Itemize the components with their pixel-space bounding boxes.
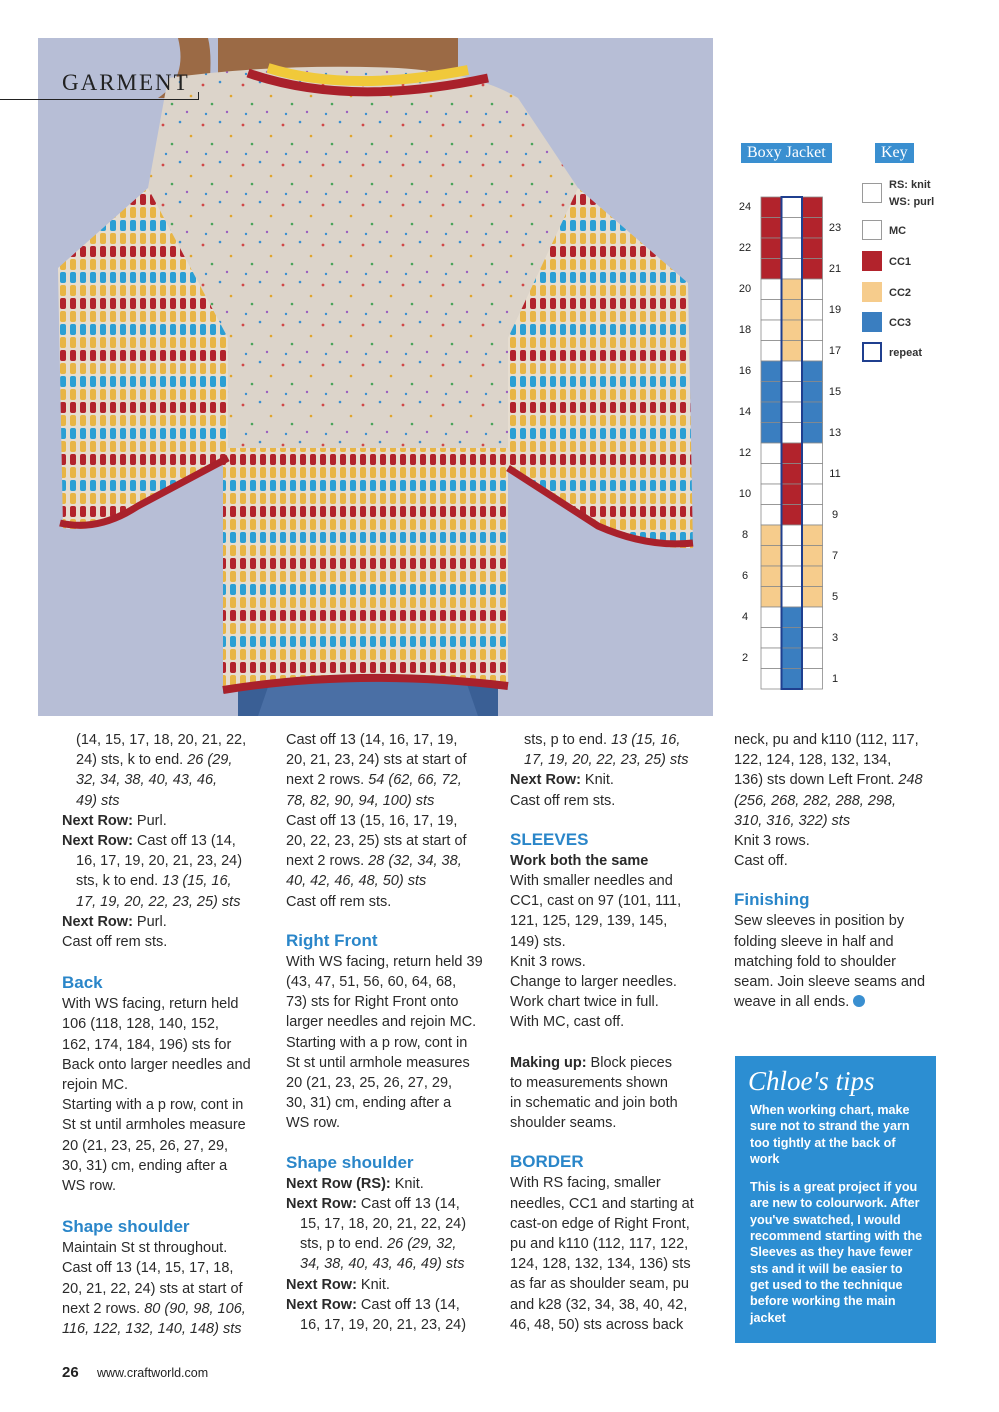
- key-label-cc2: CC2: [889, 287, 912, 299]
- chart-cell: [802, 279, 823, 300]
- text-line: weave in all ends.: [734, 994, 850, 1011]
- text-line: St st until armhole measures: [286, 1054, 470, 1071]
- text-line: With RS facing, smaller: [510, 1175, 661, 1192]
- stitch-count: 26 (29, 32,: [387, 1236, 457, 1253]
- chart-row-number: 7: [831, 550, 839, 562]
- text-line: Cast off rem sts.: [510, 792, 616, 809]
- text-line: Starting with a p row, cont in: [62, 1097, 244, 1114]
- row-label: Next Row:: [62, 812, 133, 829]
- stitch-count: (256, 268, 282, 288, 298,: [734, 792, 897, 809]
- text-line: Knit 3 rows.: [510, 953, 586, 970]
- text-line: 24) sts, k to end.: [76, 752, 184, 769]
- chart-cell: [761, 525, 782, 546]
- chart-cell: [761, 300, 782, 321]
- making-up-label: Making up:: [510, 1054, 587, 1071]
- text-line: Starting with a p row, cont in: [286, 1034, 468, 1051]
- chart-row-number: 1: [831, 673, 839, 685]
- text-line: pu and k110 (112, 117, 122,: [510, 1236, 689, 1253]
- chart-cell: [782, 320, 803, 341]
- chart-cell: [782, 402, 803, 423]
- text-line: Block pieces: [586, 1054, 672, 1071]
- chart-cell: [802, 566, 823, 587]
- text-line: to measurements shown: [510, 1074, 668, 1091]
- text-line: With smaller needles and: [510, 873, 673, 890]
- chart-cell: [761, 218, 782, 239]
- section-rule-tick: [198, 92, 199, 100]
- text-line: cast-on edge of Right Front,: [510, 1215, 690, 1232]
- text-line: Cast off 13 (14, 15, 17, 18,: [62, 1260, 234, 1277]
- stitch-count: 34, 38, 40, 43, 46, 49) sts: [300, 1256, 465, 1273]
- heading-finishing: Finishing: [734, 890, 810, 910]
- text-line: WS row.: [62, 1178, 116, 1195]
- text-line: 20, 22, 23, 25) sts at start of: [286, 833, 467, 850]
- text-line: Work chart twice in full.: [510, 994, 659, 1011]
- stitch-count: 310, 316, 322) sts: [734, 812, 851, 829]
- text-line: 136) sts down Left Front.: [734, 772, 895, 789]
- chart-cell: [761, 341, 782, 362]
- text-line: 20, 21, 22, 24) sts at start of: [62, 1280, 243, 1297]
- text-line: Maintain St st throughout.: [62, 1240, 228, 1257]
- text-column-2: [286, 730, 498, 1335]
- chart-cell: [761, 423, 782, 444]
- colour-chart-grid: [760, 196, 824, 690]
- text-line: Knit.: [356, 1276, 390, 1293]
- text-line: in schematic and join both: [510, 1095, 678, 1112]
- chart-cell: [782, 505, 803, 526]
- chart-row-number: 11: [829, 468, 841, 480]
- knitted-jacket-illustration: [38, 38, 713, 716]
- chart-cell: [761, 546, 782, 567]
- chart-cell: [802, 484, 823, 505]
- chart-cell: [782, 525, 803, 546]
- text-line: 30, 31) cm, ending after a: [62, 1157, 228, 1174]
- chart-cell: [761, 628, 782, 649]
- chart-cell: [782, 259, 803, 280]
- row-label: Next Row (RS):: [286, 1175, 391, 1192]
- chart-cell: [761, 320, 782, 341]
- chart-cell: [782, 341, 803, 362]
- chart-cell: [782, 197, 803, 218]
- text-line: 121, 125, 129, 139, 145,: [510, 913, 668, 930]
- chart-cell: [761, 238, 782, 259]
- chart-cell: [761, 566, 782, 587]
- text-line: (14, 15, 17, 18, 20, 21, 22,: [76, 732, 247, 748]
- text-line: Purl.: [132, 812, 167, 829]
- chart-row-number: 12: [738, 447, 752, 459]
- heading-shape-shoulder: Shape shoulder: [286, 1152, 414, 1172]
- row-label: Next Row:: [62, 833, 133, 850]
- text-line: Back onto larger needles and: [62, 1056, 251, 1073]
- key-swatch-cc1: [862, 251, 882, 271]
- chart-cell: [782, 361, 803, 382]
- text-line: Knit.: [580, 772, 614, 789]
- text-line: With MC, cast off.: [510, 1014, 625, 1031]
- text-line: 16, 17, 19, 20, 21, 23, 24): [300, 1317, 467, 1334]
- chart-cell: [782, 546, 803, 567]
- chart-row-number: 5: [831, 591, 839, 603]
- chart-cell: [761, 197, 782, 218]
- text-line: Cast off 13 (14,: [356, 1195, 460, 1212]
- key-label-repeat: repeat: [889, 347, 923, 359]
- text-line: Purl.: [132, 913, 167, 930]
- chart-cell: [782, 443, 803, 464]
- chart-cell: [761, 464, 782, 485]
- text-line: 106 (118, 128, 140, 152,: [62, 1016, 219, 1033]
- text-line: CC1, cast on 97 (101, 111,: [510, 893, 682, 910]
- chart-cell: [802, 505, 823, 526]
- text-line: sts, k to end.: [76, 873, 159, 890]
- text-line: 122, 124, 128, 132, 134,: [734, 752, 892, 769]
- text-line: Cast off 13 (14,: [132, 833, 236, 850]
- key-swatch-knit-purl: [862, 183, 882, 203]
- chart-row-number: 23: [828, 222, 842, 234]
- chart-cell: [802, 464, 823, 485]
- text-line: WS row.: [286, 1115, 340, 1132]
- text-line: matching fold to shoulder: [734, 953, 897, 970]
- chart-cell: [782, 484, 803, 505]
- chart-cell: [802, 669, 823, 690]
- heading-sleeves: SLEEVES: [510, 829, 589, 849]
- stitch-count: 49) sts: [76, 792, 120, 809]
- stitch-count: 248: [898, 772, 923, 789]
- tip-paragraph: When working chart, make sure not to strand the yarn too tightly at the back of work: [750, 1103, 910, 1166]
- row-label: Next Row:: [62, 913, 133, 930]
- tips-title: Chloe's tips: [748, 1066, 875, 1096]
- key-swatch-mc: [862, 220, 882, 240]
- chart-cell: [761, 361, 782, 382]
- chart-cell: [782, 279, 803, 300]
- key-swatch-cc2: [862, 282, 882, 302]
- page-number: 26: [62, 1364, 79, 1381]
- text-line: and k28 (32, 34, 38, 40, 42,: [510, 1296, 688, 1313]
- chart-cell: [802, 587, 823, 608]
- chart-cell: [802, 341, 823, 362]
- text-line: 149) sts.: [510, 933, 566, 950]
- text-line: With WS facing, return held: [62, 996, 239, 1013]
- text-column-1: [62, 730, 274, 1339]
- key-swatch-cc3: [862, 312, 882, 332]
- chart-row-number: 4: [741, 611, 749, 623]
- text-line: Cast off.: [734, 853, 788, 870]
- text-line: 124, 128, 132, 134, 136) sts: [510, 1256, 691, 1273]
- text-line: Sew sleeves in position by: [734, 913, 905, 930]
- chart-row-number: 14: [738, 406, 752, 418]
- stitch-count: 78, 82, 90, 94, 100) sts: [286, 792, 435, 809]
- chart-cell: [782, 566, 803, 587]
- text-line: Change to larger needles.: [510, 974, 677, 991]
- text-line: 20, 21, 23, 24) sts at start of: [286, 752, 467, 769]
- stitch-count: 17, 19, 20, 22, 23, 25) sts: [524, 752, 689, 769]
- chart-cell: [802, 382, 823, 403]
- chart-cell: [761, 587, 782, 608]
- text-line: (43, 47, 51, 56, 60, 64, 68,: [286, 974, 457, 991]
- text-line: 46, 48, 50) sts across back: [510, 1316, 684, 1333]
- chart-cell: [782, 238, 803, 259]
- chart-cell: [761, 259, 782, 280]
- chart-cell: [802, 320, 823, 341]
- garment-photo: [38, 38, 713, 716]
- heading-back: Back: [62, 973, 103, 993]
- chart-cell: [782, 218, 803, 239]
- chart-row-number: 21: [828, 263, 842, 275]
- stitch-count: 13 (15, 16,: [162, 873, 232, 890]
- text-line: Cast off 13 (15, 16, 17, 19,: [286, 812, 458, 829]
- chart-cell: [782, 464, 803, 485]
- text-line: Cast off 13 (14, 16, 17, 19,: [286, 732, 458, 748]
- chart-row-number: 20: [738, 283, 752, 295]
- chart-cell: [782, 648, 803, 669]
- text-line: shoulder seams.: [510, 1115, 617, 1132]
- chart-row-number: 10: [738, 488, 752, 500]
- text-line: 20 (21, 23, 25, 26, 27, 29,: [286, 1075, 453, 1092]
- chart-cell: [761, 402, 782, 423]
- text-line: sts, p to end.: [524, 732, 608, 748]
- chart-cell: [761, 279, 782, 300]
- key-label-knit: RS: knit: [889, 179, 931, 191]
- chart-row-number: 2: [741, 652, 749, 664]
- stitch-count: 116, 122, 132, 140, 148) sts: [62, 1321, 242, 1338]
- row-label: Next Row:: [286, 1276, 357, 1293]
- chart-cell: [802, 423, 823, 444]
- stitch-count: 28 (32, 34, 38,: [368, 853, 462, 870]
- chart-row-number: 16: [738, 365, 752, 377]
- chart-cell: [761, 484, 782, 505]
- text-line: 15, 17, 18, 20, 21, 22, 24): [300, 1216, 467, 1233]
- heading-right-front: Right Front: [286, 930, 378, 950]
- text-column-3: [510, 730, 722, 1335]
- stitch-count: 32, 34, 38, 40, 43, 46,: [76, 772, 218, 789]
- subheading-sleeves: Work both the same: [510, 852, 649, 869]
- chart-cell: [761, 607, 782, 628]
- stitch-count: 26 (29,: [187, 752, 233, 769]
- chart-cell: [761, 382, 782, 403]
- text-line: Cast off 13 (14,: [356, 1296, 460, 1313]
- tips-box: [735, 1056, 936, 1343]
- row-label: Next Row:: [510, 772, 581, 789]
- chart-cell: [782, 628, 803, 649]
- chart-row-number: 9: [831, 509, 839, 521]
- chart-row-number: 6: [741, 570, 749, 582]
- text-line: next 2 rows.: [286, 853, 365, 870]
- chart-cell: [802, 238, 823, 259]
- chart-row-number: 22: [738, 242, 752, 254]
- text-line: sts, p to end.: [300, 1236, 384, 1253]
- section-label: GARMENT: [62, 70, 190, 95]
- tip-paragraph: This is a great project if you are new to colourwork. After you've swatched, I would recommend starting with the Sleeves as they have fewer sts and it will be easier to get used to the technique before working the main jacket: [750, 1180, 923, 1325]
- chart-row-number: 19: [828, 304, 842, 316]
- chart-cell: [782, 669, 803, 690]
- stitch-count: 13 (15, 16,: [611, 732, 681, 748]
- chart-cell: [761, 443, 782, 464]
- text-line: Cast off rem sts.: [62, 934, 168, 951]
- text-line: Knit.: [390, 1175, 424, 1192]
- chart-cell: [761, 648, 782, 669]
- footer-url: www.craftworld.com: [97, 1366, 209, 1380]
- chart-cell: [782, 423, 803, 444]
- text-line: 73) sts for Right Front onto: [286, 994, 459, 1011]
- text-line: 16, 17, 19, 20, 21, 23, 24): [76, 853, 243, 870]
- text-line: 30, 31) cm, ending after a: [286, 1095, 452, 1112]
- chart-cell: [802, 648, 823, 669]
- heading-border: BORDER: [510, 1152, 584, 1172]
- chart-cell: [802, 402, 823, 423]
- chart-row-number: 18: [738, 324, 752, 336]
- chart-title: Boxy Jacket: [741, 143, 832, 163]
- chart-cell: [782, 587, 803, 608]
- chart-cell: [782, 300, 803, 321]
- text-line: rejoin MC.: [62, 1077, 129, 1094]
- text-line: next 2 rows.: [286, 772, 365, 789]
- text-line: as far as shoulder seam, pu: [510, 1276, 689, 1293]
- text-line: neck, pu and k110 (112, 117,: [734, 732, 919, 748]
- text-line: St st until armholes measure: [62, 1117, 246, 1134]
- chart-row-number: 13: [828, 427, 842, 439]
- chart-cell: [782, 382, 803, 403]
- chart-cell: [802, 607, 823, 628]
- chart-cell: [802, 443, 823, 464]
- key-label-purl: WS: purl: [889, 196, 935, 208]
- text-line: With WS facing, return held 39: [286, 953, 483, 970]
- row-label: Next Row:: [286, 1195, 357, 1212]
- key-label-cc3: CC3: [889, 317, 912, 329]
- stitch-count: 17, 19, 20, 22, 23, 25) sts: [76, 893, 241, 910]
- chart-row-number: 17: [828, 345, 842, 357]
- text-line: Cast off rem sts.: [286, 893, 392, 910]
- key-label-cc1: CC1: [889, 256, 912, 268]
- chart-row-number: 15: [828, 386, 842, 398]
- chart-cell: [761, 505, 782, 526]
- text-line: folding sleeve in half and: [734, 933, 894, 950]
- key-swatch-repeat: [862, 342, 882, 362]
- section-rule: [0, 99, 198, 100]
- text-line: next 2 rows.: [62, 1300, 141, 1317]
- chart-row-number: 24: [738, 201, 752, 213]
- key-title: Key: [875, 143, 914, 163]
- chart-cell: [761, 669, 782, 690]
- chart-cell: [802, 300, 823, 321]
- chart-cell: [802, 218, 823, 239]
- text-line: 162, 174, 184, 196) sts for: [62, 1036, 232, 1053]
- stitch-count: 80 (90, 98, 106,: [144, 1300, 246, 1317]
- chart-cell: [802, 546, 823, 567]
- key-label-mc: MC: [889, 225, 907, 237]
- heading-shape-shoulder: Shape shoulder: [62, 1217, 190, 1237]
- chart-cell: [802, 525, 823, 546]
- stitch-count: 54 (62, 66, 72,: [368, 772, 462, 789]
- text-line: needles, CC1 and starting at: [510, 1195, 694, 1212]
- row-label: Next Row:: [286, 1296, 357, 1313]
- chart-cell: [802, 259, 823, 280]
- chart-row-number: 3: [831, 632, 839, 644]
- chart-cell: [782, 607, 803, 628]
- chart-cell: [802, 197, 823, 218]
- chart-cell: [802, 628, 823, 649]
- text-line: larger needles and rejoin MC.: [286, 1014, 477, 1031]
- chart-row-number: 8: [741, 529, 749, 541]
- text-column-4: [734, 730, 946, 1012]
- text-line: 20 (21, 23, 25, 26, 27, 29,: [62, 1137, 229, 1154]
- stitch-count: 40, 42, 46, 48, 50) sts: [286, 873, 427, 890]
- text-line: seam. Join sleeve seams and: [734, 974, 926, 991]
- yarn-ball-icon: [853, 995, 865, 1007]
- chart-cell: [802, 361, 823, 382]
- text-line: Knit 3 rows.: [734, 833, 810, 850]
